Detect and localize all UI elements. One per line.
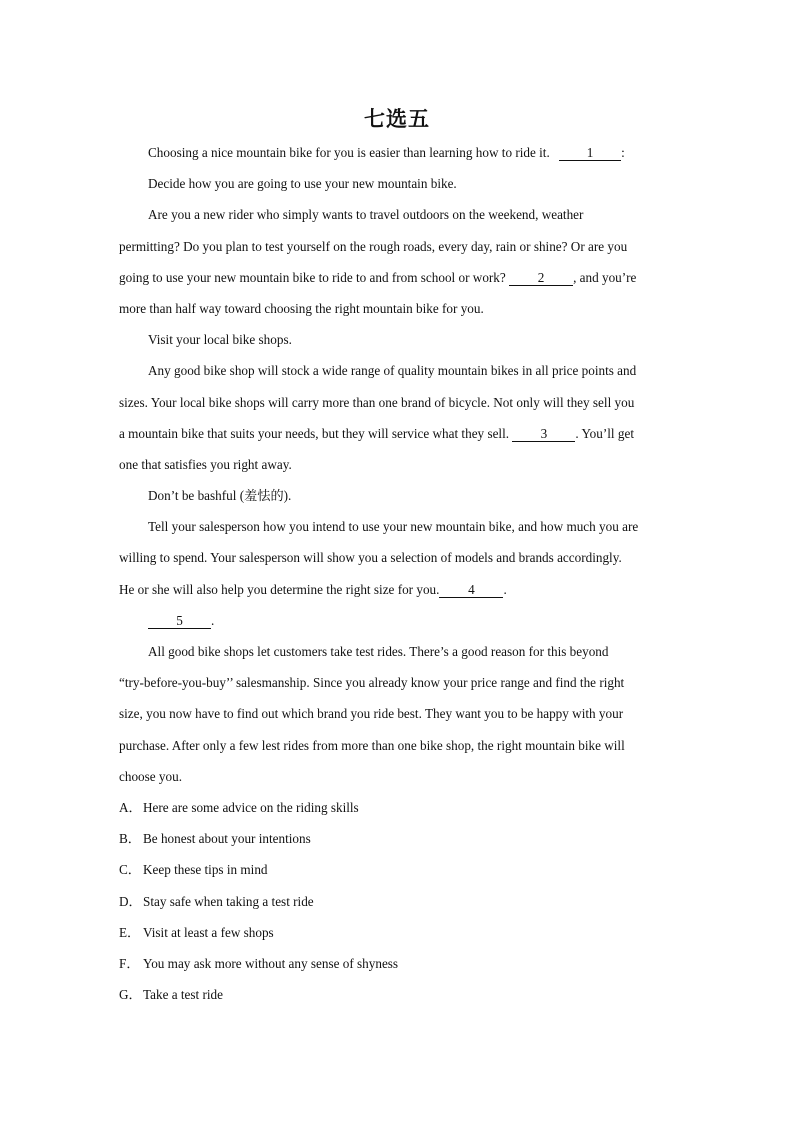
option-text: Here are some advice on the riding skills bbox=[143, 799, 359, 815]
option-text: Stay safe when taking a test ride bbox=[143, 893, 314, 909]
page-title: 七选五 bbox=[364, 107, 430, 131]
section-heading bbox=[119, 609, 675, 640]
paragraph-line bbox=[119, 578, 675, 609]
text-segment: , and you’re bbox=[573, 269, 637, 285]
option-letter: F． bbox=[119, 955, 140, 971]
text-segment: . bbox=[211, 612, 215, 628]
paragraph-line: more than half way toward choosing the right mountain bike for you. bbox=[119, 300, 484, 316]
option-b bbox=[119, 827, 675, 858]
option-letter: B． bbox=[119, 831, 141, 847]
paragraph-line: Tell your salesperson how you intend to use your new mountain bike, and how much you are bbox=[148, 519, 639, 535]
paragraph-line: Any good bike shop will stock a wide range of quality mountain bikes in all price points and bbox=[148, 363, 637, 379]
option-letter: D． bbox=[119, 893, 142, 909]
option-text: You may ask more without any sense of shyness bbox=[143, 955, 399, 971]
section-heading: Visit your local bike shops. bbox=[148, 332, 292, 348]
blank-4: 4 bbox=[439, 583, 503, 598]
option-e bbox=[119, 921, 675, 952]
paragraph-line: Are you a new rider who simply wants to travel outdoors on the weekend, weather bbox=[148, 207, 584, 223]
section-heading: Decide how you are going to use your new mountain bike. bbox=[148, 176, 457, 192]
option-f bbox=[119, 952, 675, 983]
blank-2: 2 bbox=[509, 271, 573, 286]
paragraph-line: size, you now have to find out which brand you ride best. They want you to be happy with your bbox=[119, 706, 624, 722]
option-text: Take a test ride bbox=[143, 987, 223, 1003]
option-d bbox=[119, 890, 675, 921]
option-text: Keep these tips in mind bbox=[143, 862, 268, 878]
paragraph-line bbox=[119, 422, 675, 453]
paragraph-line: choose you. bbox=[119, 768, 182, 784]
option-letter: A． bbox=[119, 799, 142, 815]
paragraph-line bbox=[119, 141, 675, 172]
text-segment: : bbox=[621, 145, 625, 160]
text-segment: . You’ll get bbox=[575, 425, 634, 441]
option-letter: G． bbox=[119, 987, 142, 1003]
paragraph-line: sizes. Your local bike shops will carry more than one brand of bicycle. Not only will they sell you bbox=[119, 394, 635, 410]
blank-3: 3 bbox=[512, 427, 575, 442]
option-letter: C． bbox=[119, 862, 141, 878]
paragraph-line: permitting? Do you plan to test yourself on the rough roads, every day, rain or shine? Or are you bbox=[119, 238, 628, 254]
text-segment: going to use your new mountain bike to ride to and from school or work? bbox=[119, 269, 506, 285]
text-segment: . bbox=[503, 581, 507, 597]
paragraph-line bbox=[119, 266, 675, 297]
passage bbox=[119, 141, 675, 1014]
blank-1: 1 bbox=[559, 146, 621, 161]
option-c bbox=[119, 858, 675, 889]
paragraph-line: one that satisfies you right away. bbox=[119, 456, 292, 472]
option-text: Be honest about your intentions bbox=[143, 831, 311, 847]
text-segment: a mountain bike that suits your needs, but they will service what they sell. bbox=[119, 425, 510, 441]
option-a bbox=[119, 796, 675, 827]
paragraph-line: “try-before-you-buy’’ salesmanship. Since you already know your price range and find the right bbox=[119, 675, 625, 691]
text-segment: Choosing a nice mountain bike for you is easier than learning how to ride it. bbox=[148, 145, 550, 160]
paragraph-line: willing to spend. Your salesperson will show you a selection of models and brands accordingly. bbox=[119, 550, 622, 566]
option-text: Visit at least a few shops bbox=[143, 924, 274, 940]
option-g bbox=[119, 983, 675, 1014]
text-segment: He or she will also help you determine the right size for you. bbox=[119, 581, 440, 597]
blank-5: 5 bbox=[148, 614, 211, 629]
option-letter: E． bbox=[119, 924, 141, 940]
paragraph-line: purchase. After only a few lest rides from more than one bike shop, the right mountain bike will bbox=[119, 737, 625, 753]
paragraph-line: All good bike shops let customers take test rides. There’s a good reason for this beyond bbox=[148, 644, 609, 659]
section-heading: Don’t be bashful (羞怯的). bbox=[148, 488, 292, 504]
